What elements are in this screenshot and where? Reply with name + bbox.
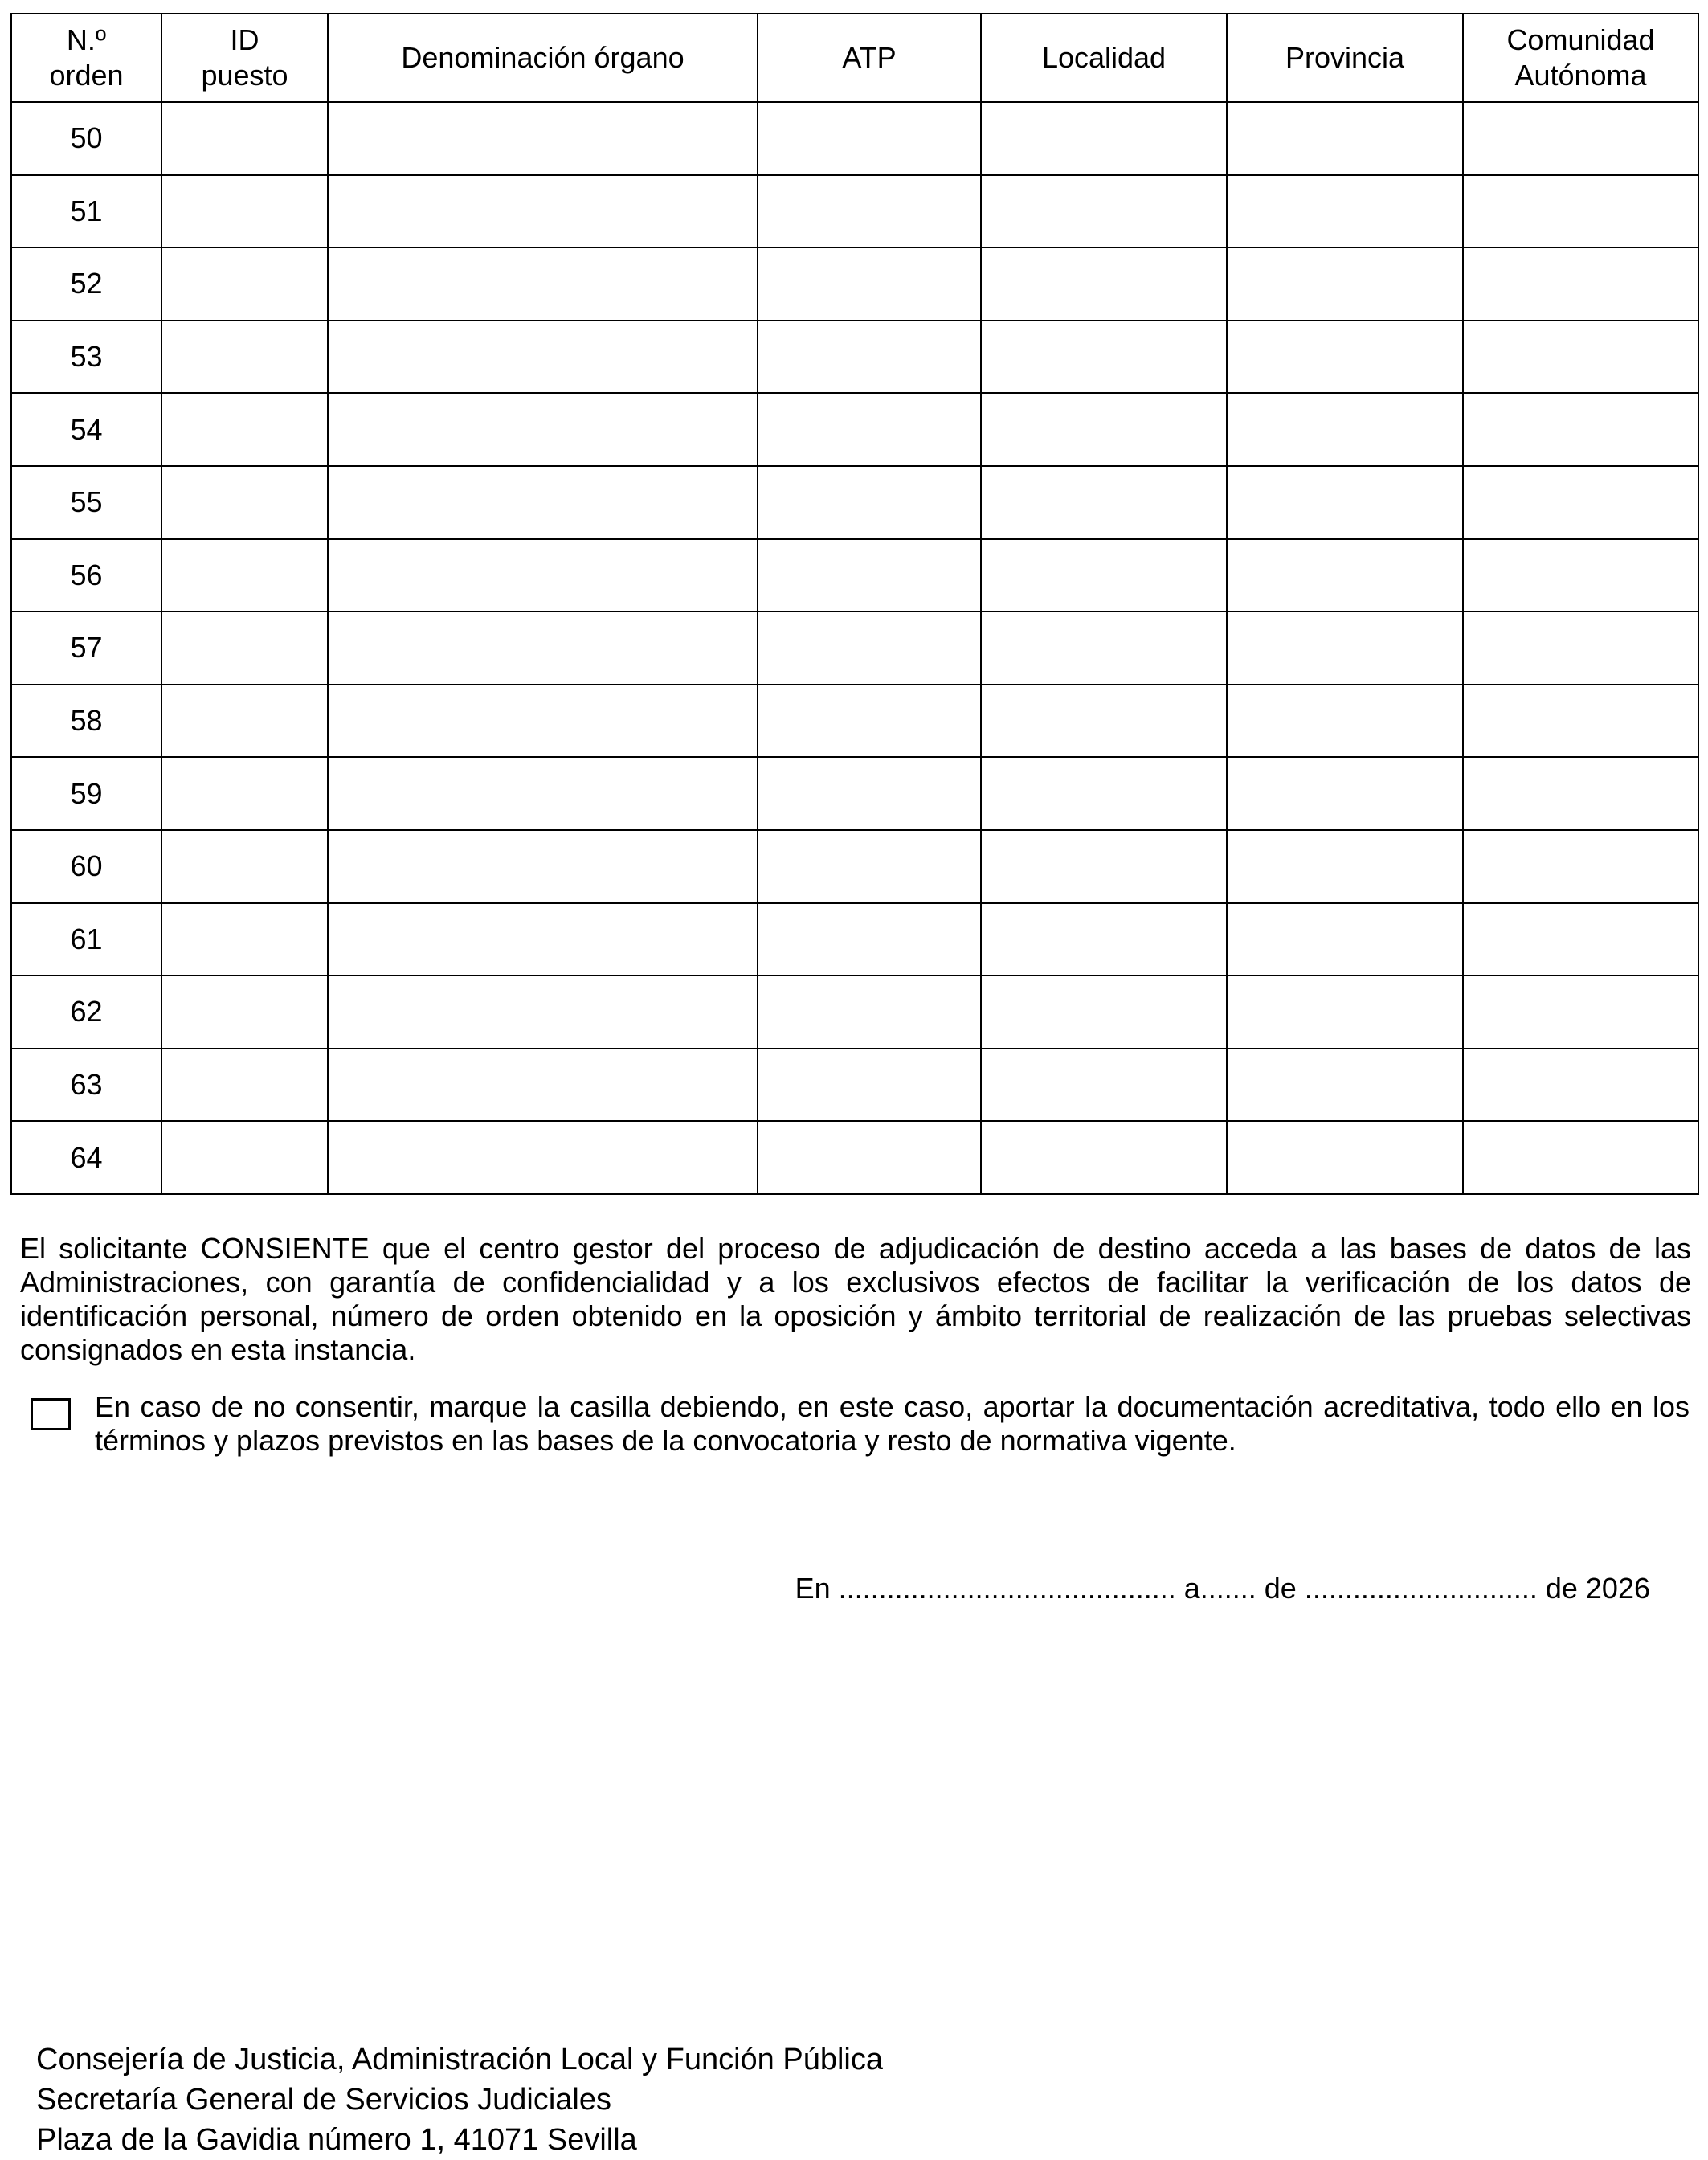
comunidad-cell[interactable]	[1463, 393, 1698, 466]
row-number-cell: 56	[11, 539, 161, 612]
provincia-cell[interactable]	[1227, 976, 1463, 1049]
localidad-cell[interactable]	[981, 393, 1227, 466]
table-row	[11, 685, 1698, 758]
atp-cell[interactable]	[758, 102, 981, 175]
atp-cell[interactable]	[758, 393, 981, 466]
table-row	[11, 466, 1698, 539]
header-provincia	[1227, 14, 1463, 102]
atp-cell[interactable]	[758, 466, 981, 539]
id-puesto-cell[interactable]	[161, 685, 328, 758]
header-atp	[758, 14, 981, 102]
comunidad-cell[interactable]	[1463, 539, 1698, 612]
row-number-cell: 60	[11, 830, 161, 903]
header-comunidad-autonoma	[1463, 14, 1698, 102]
provincia-cell[interactable]	[1227, 685, 1463, 758]
denominacion-cell[interactable]	[328, 1049, 758, 1122]
provincia-cell[interactable]	[1227, 175, 1463, 248]
header-label: Provincia	[1285, 41, 1405, 74]
provincia-cell[interactable]	[1227, 612, 1463, 685]
table-row	[11, 393, 1698, 466]
comunidad-cell[interactable]	[1463, 976, 1698, 1049]
table-row	[11, 102, 1698, 175]
header-label: N.º orden	[49, 23, 124, 92]
denominacion-cell[interactable]	[328, 976, 758, 1049]
denominacion-cell[interactable]	[328, 685, 758, 758]
id-puesto-cell[interactable]	[161, 612, 328, 685]
provincia-cell[interactable]	[1227, 1121, 1463, 1194]
header-localidad	[981, 14, 1227, 102]
provincia-cell[interactable]	[1227, 757, 1463, 830]
comunidad-cell[interactable]	[1463, 248, 1698, 321]
denominacion-cell[interactable]	[328, 175, 758, 248]
footer-department: Consejería de Justicia, Administración Local y Función Pública	[36, 2043, 883, 2076]
denominacion-cell[interactable]	[328, 466, 758, 539]
atp-cell[interactable]	[758, 248, 981, 321]
table-row	[11, 757, 1698, 830]
atp-cell[interactable]	[758, 1121, 981, 1194]
localidad-cell[interactable]	[981, 685, 1227, 758]
table-row	[11, 903, 1698, 976]
table-row	[11, 1121, 1698, 1194]
denominacion-cell[interactable]	[328, 612, 758, 685]
localidad-cell[interactable]	[981, 976, 1227, 1049]
table-row	[11, 612, 1698, 685]
atp-cell[interactable]	[758, 539, 981, 612]
comunidad-cell[interactable]	[1463, 1049, 1698, 1122]
comunidad-cell[interactable]	[1463, 903, 1698, 976]
id-puesto-cell[interactable]	[161, 321, 328, 394]
footer-address	[36, 2039, 883, 2160]
denominacion-cell[interactable]	[328, 830, 758, 903]
id-puesto-cell[interactable]	[161, 175, 328, 248]
localidad-cell[interactable]	[981, 248, 1227, 321]
denominacion-cell[interactable]	[328, 102, 758, 175]
header-denominacion-organo	[328, 14, 758, 102]
no-consent-text: En caso de no consentir, marque la casilla debiendo, en este caso, aportar la documentación acreditativa, todo ello en los términos y plazos previstos en las bases de la convocatoria y resto de normativa vigente.	[95, 1390, 1690, 1457]
row-number-cell: 50	[11, 102, 161, 175]
footer-address-line: Plaza de la Gavidia número 1, 41071 Sevilla	[36, 2123, 637, 2157]
localidad-cell[interactable]	[981, 1049, 1227, 1122]
denominacion-cell[interactable]	[328, 393, 758, 466]
row-number-cell: 52	[11, 248, 161, 321]
row-number-cell: 58	[11, 685, 161, 758]
id-puesto-cell[interactable]	[161, 976, 328, 1049]
atp-cell[interactable]	[758, 685, 981, 758]
header-label: Denominación órgano	[401, 41, 684, 74]
atp-cell[interactable]	[758, 976, 981, 1049]
atp-cell[interactable]	[758, 903, 981, 976]
header-numero-orden	[11, 14, 161, 102]
row-number-cell: 59	[11, 757, 161, 830]
table-header-row	[11, 14, 1698, 102]
comunidad-cell[interactable]	[1463, 685, 1698, 758]
id-puesto-cell[interactable]	[161, 393, 328, 466]
id-puesto-cell[interactable]	[161, 830, 328, 903]
row-number-cell: 55	[11, 466, 161, 539]
provincia-cell[interactable]	[1227, 1049, 1463, 1122]
provincia-cell[interactable]	[1227, 321, 1463, 394]
header-label: ID puesto	[201, 23, 288, 92]
comunidad-cell[interactable]	[1463, 612, 1698, 685]
comunidad-cell[interactable]	[1463, 175, 1698, 248]
atp-cell[interactable]	[758, 321, 981, 394]
localidad-cell[interactable]	[981, 830, 1227, 903]
row-number-cell: 51	[11, 175, 161, 248]
table-row	[11, 321, 1698, 394]
row-number-cell: 63	[11, 1049, 161, 1122]
date-line: En .......................................... a....... de ............................. de 2026	[795, 1572, 1650, 1605]
row-number-cell: 54	[11, 393, 161, 466]
row-number-cell: 64	[11, 1121, 161, 1194]
comunidad-cell[interactable]	[1463, 321, 1698, 394]
header-label: ATP	[842, 41, 897, 74]
comunidad-cell[interactable]	[1463, 830, 1698, 903]
provincia-cell[interactable]	[1227, 102, 1463, 175]
denominacion-cell[interactable]	[328, 321, 758, 394]
table-row	[11, 976, 1698, 1049]
header-label: Localidad	[1041, 41, 1167, 74]
comunidad-cell[interactable]	[1463, 757, 1698, 830]
provincia-cell[interactable]	[1227, 466, 1463, 539]
id-puesto-cell[interactable]	[161, 102, 328, 175]
id-puesto-cell[interactable]	[161, 1121, 328, 1194]
comunidad-cell[interactable]	[1463, 466, 1698, 539]
id-puesto-cell[interactable]	[161, 903, 328, 976]
localidad-cell[interactable]	[981, 466, 1227, 539]
no-consent-checkbox[interactable]	[31, 1398, 71, 1430]
atp-cell[interactable]	[758, 830, 981, 903]
atp-cell[interactable]	[758, 757, 981, 830]
localidad-cell[interactable]	[981, 1121, 1227, 1194]
table-row	[11, 539, 1698, 612]
localidad-cell[interactable]	[981, 102, 1227, 175]
row-number-cell: 53	[11, 321, 161, 394]
atp-cell[interactable]	[758, 1049, 981, 1122]
denominacion-cell[interactable]	[328, 1121, 758, 1194]
provincia-cell[interactable]	[1227, 903, 1463, 976]
provincia-cell[interactable]	[1227, 830, 1463, 903]
localidad-cell[interactable]	[981, 757, 1227, 830]
id-puesto-cell[interactable]	[161, 248, 328, 321]
localidad-cell[interactable]	[981, 539, 1227, 612]
localidad-cell[interactable]	[981, 903, 1227, 976]
header-id-puesto	[161, 14, 328, 102]
localidad-cell[interactable]	[981, 175, 1227, 248]
footer-secretariat: Secretaría General de Servicios Judiciales	[36, 2083, 612, 2117]
localidad-cell[interactable]	[981, 612, 1227, 685]
provincia-cell[interactable]	[1227, 393, 1463, 466]
provincia-cell[interactable]	[1227, 539, 1463, 612]
comunidad-cell[interactable]	[1463, 102, 1698, 175]
denominacion-cell[interactable]	[328, 757, 758, 830]
row-number-cell: 62	[11, 976, 161, 1049]
id-puesto-cell[interactable]	[161, 539, 328, 612]
header-label: Comunidad Autónoma	[1506, 23, 1655, 92]
denominacion-cell[interactable]	[328, 903, 758, 976]
table-row	[11, 248, 1698, 321]
table-row	[11, 830, 1698, 903]
atp-cell[interactable]	[758, 175, 981, 248]
id-puesto-cell[interactable]	[161, 1049, 328, 1122]
atp-cell[interactable]	[758, 612, 981, 685]
denominacion-cell[interactable]	[328, 539, 758, 612]
id-puesto-cell[interactable]	[161, 757, 328, 830]
provincia-cell[interactable]	[1227, 248, 1463, 321]
table-row	[11, 1049, 1698, 1122]
row-number-cell: 61	[11, 903, 161, 976]
row-number-cell: 57	[11, 612, 161, 685]
consent-paragraph: El solicitante CONSIENTE que el centro gestor del proceso de adjudicación de destino acceda a las bases de datos de las Administraciones, con garantía de confidencialidad y a los exclusivos efectos de facilitar la verificación de los datos de identificación personal, número de orden obtenido en la oposición y ámbito territorial de realización de las pruebas selectivas consignados en esta instancia.	[20, 1232, 1691, 1366]
table-row	[11, 175, 1698, 248]
positions-table	[10, 13, 1699, 1195]
id-puesto-cell[interactable]	[161, 466, 328, 539]
localidad-cell[interactable]	[981, 321, 1227, 394]
denominacion-cell[interactable]	[328, 248, 758, 321]
table-body	[11, 102, 1698, 1194]
comunidad-cell[interactable]	[1463, 1121, 1698, 1194]
